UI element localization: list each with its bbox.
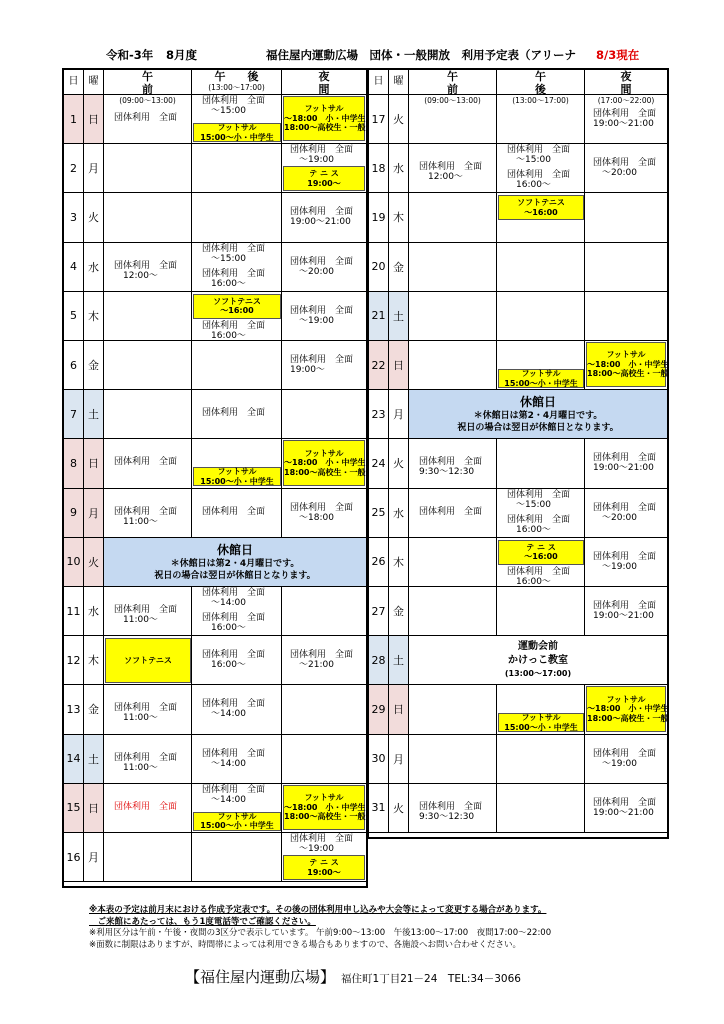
- program-box: テ ニ ス 19:00～: [283, 166, 365, 191]
- slot-am: [409, 243, 497, 291]
- dow-cell: 金: [389, 243, 409, 291]
- slot-am: [104, 292, 192, 340]
- usage-entry: 団体利用 全面 ～19:00: [593, 748, 657, 769]
- dow-cell: 土: [389, 636, 409, 684]
- day-cell: 27: [369, 587, 389, 635]
- slot-am: [104, 390, 192, 438]
- table-row: [369, 636, 667, 685]
- usage-entry: 団体利用 全面 ～20:00: [593, 158, 657, 179]
- table-row: [64, 489, 366, 538]
- dow-cell: 水: [389, 144, 409, 192]
- dow-cell: 日: [389, 685, 409, 733]
- closed-line: 祝日の場合は翌日が休館日となります。: [457, 423, 619, 434]
- dow-cell: 木: [389, 538, 409, 586]
- day-cell: 29: [369, 685, 389, 733]
- usage-entry: 団体利用 全面 19:00～21:00: [593, 797, 657, 818]
- table-row: [64, 292, 366, 341]
- dow-cell: 木: [84, 292, 104, 340]
- day-cell: 18: [369, 144, 389, 192]
- col-am-label: 午前: [447, 70, 480, 96]
- day-cell: 14: [64, 735, 84, 783]
- day-cell: 4: [64, 243, 84, 291]
- slot-am: [104, 193, 192, 241]
- day-cell: 1: [64, 95, 84, 143]
- slot-pm: [497, 243, 585, 291]
- event-notice: [409, 636, 667, 684]
- table-row: [369, 784, 667, 833]
- schedule-table-left: [62, 68, 368, 888]
- usage-entry: 団体利用 全面: [202, 506, 266, 517]
- day-cell: 3: [64, 193, 84, 241]
- col-am: [409, 70, 497, 105]
- closed-title: 休館日: [216, 542, 253, 557]
- usage-entry: 団体利用 全面 11:00～: [114, 703, 178, 724]
- day-cell: 22: [369, 341, 389, 389]
- program-box: フットサル 15:00～小・中学生: [193, 812, 281, 831]
- slot-am: [409, 193, 497, 241]
- table-row: [64, 144, 366, 193]
- program-box: フットサル ～18:00 小・中学生 18:00～高校生・一般: [283, 785, 365, 830]
- slot-night: [585, 292, 667, 340]
- note-line: ※本表の予定は前月末における作成予定表です。その後の団体利用申し込みや大会等によって変更する場合があります。: [89, 905, 547, 915]
- table-row: [64, 587, 366, 636]
- usage-entry: 団体利用 全面 ～15:00: [507, 489, 571, 510]
- table-row: [64, 685, 366, 734]
- closed-line: ＊休館日は第2・4月曜日です。: [473, 411, 603, 422]
- slot-night: [282, 390, 366, 438]
- usage-entry: 団体利用 全面 ～20:00: [290, 256, 354, 277]
- table-header-row: [369, 70, 667, 105]
- day-cell: 23: [369, 390, 389, 438]
- usage-entry: 団体利用 全面 ～18:00: [290, 502, 354, 523]
- day-cell: 28: [369, 636, 389, 684]
- slot-night: [282, 685, 366, 733]
- day-cell: 21: [369, 292, 389, 340]
- program-box: ソフトテニス: [105, 638, 191, 683]
- usage-entry: 団体利用 全面 ～15:00: [202, 243, 266, 264]
- col-am: [104, 70, 192, 105]
- program-box: フットサル ～18:00 小・中学生 18:00～高校生・一般: [283, 96, 365, 141]
- usage-entry: 団体利用 全面 19:00～: [290, 355, 354, 375]
- day-cell: 12: [64, 636, 84, 684]
- day-cell: 2: [64, 144, 84, 192]
- day-cell: 19: [369, 193, 389, 241]
- slot-am: [409, 538, 497, 586]
- day-cell: 16: [64, 833, 84, 881]
- usage-entry: 団体利用 全面 ～14:00: [202, 588, 266, 608]
- dow-cell: 金: [389, 587, 409, 635]
- dow-cell: 日: [84, 439, 104, 487]
- table-row: [64, 390, 366, 439]
- table-row: [369, 685, 667, 734]
- day-cell: 10: [64, 538, 84, 586]
- table-row: [369, 341, 667, 390]
- usage-entry: 団体利用 全面: [202, 408, 266, 419]
- usage-entry: 団体利用 全面 ～19:00: [290, 834, 354, 854]
- dow-cell: 木: [84, 636, 104, 684]
- program-box: フットサル ～18:00 小・中学生 18:00～高校生・一般: [586, 342, 666, 387]
- slot-am: [409, 292, 497, 340]
- dow-cell: 水: [84, 243, 104, 291]
- dow-cell: 火: [84, 193, 104, 241]
- dow-cell: 日: [84, 784, 104, 832]
- program-box: フットサル ～18:00 小・中学生 18:00～高校生・一般: [586, 686, 666, 731]
- day-cell: 20: [369, 243, 389, 291]
- col-pm-label: 午後: [214, 70, 281, 83]
- usage-entry: 団体利用 全面 9:30～12:30: [419, 801, 483, 822]
- slot-pm: [497, 95, 585, 143]
- table-row: [64, 193, 366, 242]
- usage-entry: 団体利用 全面 ～19:00: [290, 305, 354, 326]
- table-row: [64, 636, 366, 685]
- closed-line: ＊休館日は第2・4月曜日です。: [170, 558, 300, 569]
- usage-entry: 団体利用 全面: [114, 113, 178, 123]
- slot-pm: [497, 439, 585, 487]
- usage-entry: 団体利用 全面 ～19:00: [290, 145, 354, 166]
- day-cell: 15: [64, 784, 84, 832]
- event-time: (13:00～17:00): [504, 669, 572, 679]
- usage-entry: 団体利用 全面 19:00～21:00: [290, 207, 354, 228]
- program-box: フットサル 15:00～小・中学生: [498, 713, 584, 732]
- slot-night: [585, 243, 667, 291]
- dow-cell: 日: [84, 95, 104, 143]
- day-cell: 13: [64, 685, 84, 733]
- usage-entry: 団体利用 全面 16:00～: [202, 613, 266, 633]
- slot-pm: [192, 341, 282, 389]
- program-box: フットサル 15:00～小・中学生: [193, 123, 281, 142]
- usage-entry: 団体利用 全面 ～14:00: [202, 784, 266, 805]
- col-am-time: (09:00～13:00): [424, 96, 481, 105]
- closed-title: 休館日: [519, 395, 556, 410]
- dow-cell: 月: [389, 390, 409, 438]
- closed-notice: [409, 390, 667, 438]
- dow-cell: 月: [84, 833, 104, 881]
- day-cell: 25: [369, 489, 389, 537]
- program-box: フットサル 15:00～小・中学生: [193, 467, 281, 486]
- table-row: [369, 243, 667, 292]
- page-header: [0, 43, 724, 63]
- dow-cell: 火: [84, 538, 104, 586]
- dow-cell: 月: [84, 144, 104, 192]
- usage-entry: 団体利用 全面: [114, 801, 178, 812]
- usage-entry: 団体利用 全面 ～19:00: [593, 551, 657, 572]
- footer: [185, 966, 521, 987]
- day-cell: 6: [64, 341, 84, 389]
- program-box: ソフトテニス ～16:00: [193, 294, 281, 319]
- table-row: [64, 735, 366, 784]
- usage-entry: 団体利用 全面 ～14:00: [202, 748, 266, 769]
- col-night-time: (17:00～22:00): [597, 96, 655, 105]
- usage-entry: 団体利用 全面 16:00～: [507, 514, 571, 535]
- slot-pm: [192, 833, 282, 881]
- program-box: テ ニ ス ～16:00: [498, 540, 584, 565]
- col-night: [282, 70, 366, 94]
- dow-cell: 火: [389, 95, 409, 143]
- col-am-label: 午前: [142, 70, 175, 96]
- col-night-label: 夜間: [620, 70, 654, 96]
- program-box: ソフトテニス ～16:00: [498, 195, 584, 220]
- usage-entry: 団体利用 全面 16:00～: [507, 566, 571, 587]
- usage-entry: 団体利用 全面 16:00～: [202, 268, 266, 289]
- usage-entry: 団体利用 全面 9:30～12:30: [419, 457, 483, 478]
- header-status: 8/3現在: [596, 48, 640, 62]
- table-row: [369, 193, 667, 242]
- slot-pm: [497, 735, 585, 783]
- table-row: [369, 95, 667, 144]
- usage-entry: 団体利用 全面 11:00～: [114, 752, 178, 773]
- usage-entry: 団体利用 全面 19:00～21:00: [593, 109, 657, 129]
- day-cell: 30: [369, 735, 389, 783]
- closed-notice: [104, 538, 366, 586]
- dow-cell: 金: [84, 685, 104, 733]
- day-cell: 11: [64, 587, 84, 635]
- usage-entry: 団体利用 全面 19:00～21:00: [593, 453, 657, 474]
- note-line: ※面数に制限はありますが、時間帯によっては利用できる場合もありますので、各施設へお問い合わせください。: [89, 939, 521, 950]
- table-row: [64, 833, 366, 882]
- dow-cell: 水: [84, 587, 104, 635]
- usage-entry: 団体利用 全面: [419, 506, 483, 517]
- event-title: かけっこ教室: [508, 655, 568, 667]
- table-row: [369, 390, 667, 439]
- table-row: [369, 735, 667, 784]
- slot-am: [409, 735, 497, 783]
- usage-entry: 団体利用 全面 ～20:00: [593, 502, 657, 523]
- slot-pm: [192, 193, 282, 241]
- usage-entry: 団体利用 全面: [114, 457, 178, 468]
- dow-cell: 金: [84, 341, 104, 389]
- day-cell: 17: [369, 95, 389, 143]
- dow-cell: 月: [84, 489, 104, 537]
- usage-entry: 団体利用 全面 12:00～: [419, 162, 483, 183]
- usage-entry: 団体利用 全面 ～14:00: [202, 699, 266, 720]
- program-box: テ ニ ス 19:00～: [283, 855, 365, 880]
- slot-pm: [497, 587, 585, 635]
- table-row: [369, 439, 667, 488]
- closed-line: 祝日の場合は翌日が休館日となります。: [154, 570, 316, 581]
- day-cell: 5: [64, 292, 84, 340]
- page-title: 福住屋内運動広場 団体・一般開放 利用予定表（アリーナ: [266, 48, 577, 62]
- slot-am: [409, 587, 497, 635]
- slot-am: [104, 833, 192, 881]
- table-row: [64, 439, 366, 488]
- note-line: ご来館にあたっては、もう1度電話等でご確認ください。: [89, 916, 316, 927]
- col-pm-label: 午後: [535, 70, 568, 96]
- col-pm-time: (13:00～17:00): [208, 83, 265, 92]
- facility-name: 【福住屋内運動広場】: [185, 968, 336, 986]
- col-pm: [192, 70, 282, 94]
- slot-night: [282, 735, 366, 783]
- dow-cell: 火: [389, 784, 409, 832]
- dow-cell: 土: [84, 735, 104, 783]
- usage-entry: 団体利用 全面 19:00～21:00: [593, 601, 657, 621]
- table-row: [64, 784, 366, 833]
- slot-am: [104, 341, 192, 389]
- table-header-row: [64, 70, 366, 105]
- slot-pm: [497, 784, 585, 832]
- usage-entry: 団体利用 全面 16:00～: [507, 170, 571, 191]
- dow-cell: 月: [389, 735, 409, 783]
- col-night: [585, 70, 667, 105]
- day-cell: 7: [64, 390, 84, 438]
- usage-entry: 団体利用 全面 11:00～: [114, 605, 178, 625]
- program-box: フットサル 15:00～小・中学生: [498, 369, 584, 388]
- facility-address: 福住町1丁目21－24 TEL:34－3066: [341, 973, 521, 985]
- schedule-table-right: [367, 68, 669, 839]
- table-row: [64, 341, 366, 390]
- table-row: [369, 489, 667, 538]
- usage-entry: 団体利用 全面 16:00～: [202, 320, 266, 341]
- day-cell: 9: [64, 489, 84, 537]
- dow-cell: 日: [389, 341, 409, 389]
- usage-entry: 団体利用 全面 ～15:00: [507, 145, 571, 166]
- table-row: [369, 538, 667, 587]
- day-cell: 8: [64, 439, 84, 487]
- table-row: [64, 538, 366, 587]
- col-day: 日: [369, 70, 389, 94]
- day-cell: 24: [369, 439, 389, 487]
- usage-entry: 団体利用 全面 ～21:00: [290, 650, 354, 671]
- col-am-time: (09:00～13:00): [119, 96, 176, 105]
- slot-am: [104, 144, 192, 192]
- col-pm-time: (13:00～17:00): [512, 96, 569, 105]
- table-row: [369, 292, 667, 341]
- dow-cell: 水: [389, 489, 409, 537]
- table-row: [369, 587, 667, 636]
- col-dow: 曜: [389, 70, 409, 94]
- program-box: フットサル ～18:00 小・中学生 18:00～高校生・一般: [283, 440, 365, 485]
- slot-pm: [497, 292, 585, 340]
- usage-entry: 団体利用 全面 16:00～: [202, 650, 266, 671]
- col-dow: 曜: [84, 70, 104, 94]
- header-era: 令和-3年: [106, 48, 154, 62]
- table-row: [64, 95, 366, 144]
- day-cell: 26: [369, 538, 389, 586]
- header-month: 8月度: [166, 48, 198, 62]
- table-row: [64, 243, 366, 292]
- dow-cell: 火: [389, 439, 409, 487]
- col-day: 日: [64, 70, 84, 94]
- note-line: ※利用区分は午前・午後・夜間の3区分で表示しています。 午前9:00～13:00 午後13:00～17:00 夜間17:00～22:00: [89, 928, 552, 938]
- usage-entry: 団体利用 全面 ～15:00: [202, 96, 266, 116]
- day-cell: 31: [369, 784, 389, 832]
- dow-cell: 土: [389, 292, 409, 340]
- usage-entry: 団体利用 全面 12:00～: [114, 260, 178, 281]
- slot-am: [409, 685, 497, 733]
- slot-am: [409, 341, 497, 389]
- dow-cell: 木: [389, 193, 409, 241]
- dow-cell: 土: [84, 390, 104, 438]
- slot-night: [585, 193, 667, 241]
- slot-night: [282, 587, 366, 635]
- usage-entry: 団体利用 全面 11:00～: [114, 506, 178, 527]
- slot-am: [409, 95, 497, 143]
- table-row: [369, 144, 667, 193]
- col-pm: [497, 70, 585, 105]
- event-title: 運動会前: [518, 641, 558, 653]
- slot-pm: [192, 144, 282, 192]
- notes: [89, 905, 689, 951]
- col-night-label: 夜間: [318, 70, 352, 96]
